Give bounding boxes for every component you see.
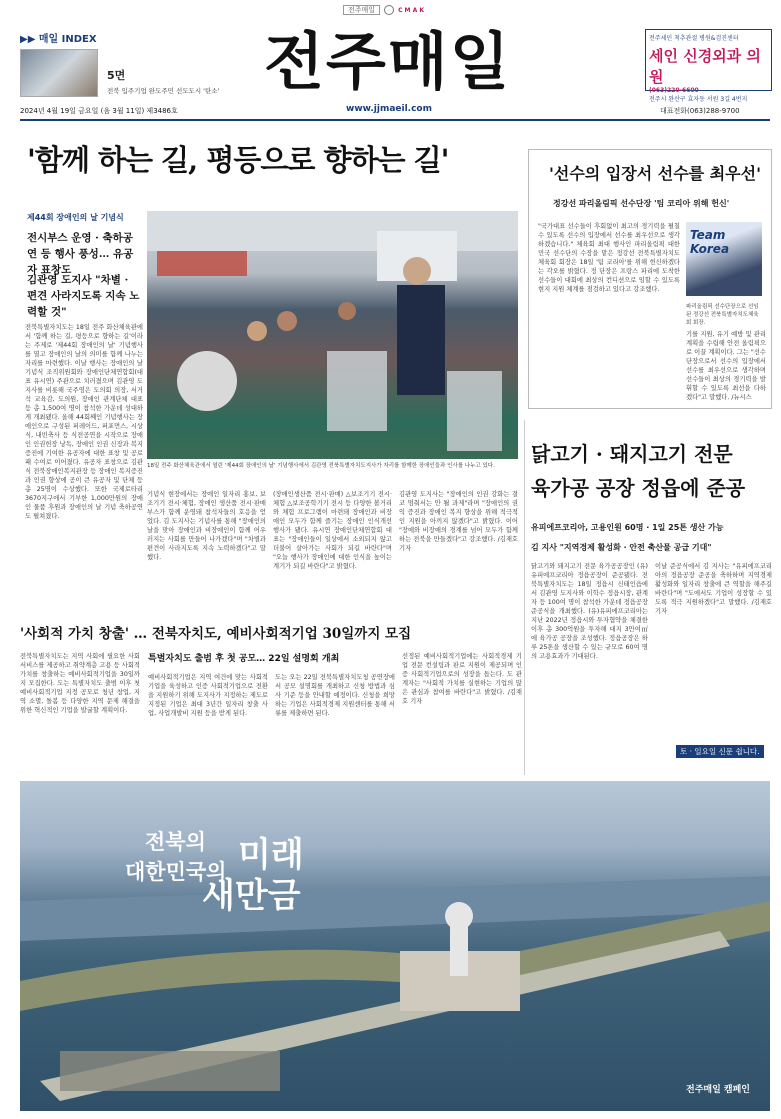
meat-body-2: 이날 준공식에서 김 지사는 "유피에프코리아의 정읍공장 준공을 축하하며 지역경제 활성화와 일자리 창출에 큰 역할을 해주길 바란다"며 "도에서도 기업이 성장할 수 있도록 적극 지원하겠다"고 말했다. /김재호 기자 — [655, 563, 772, 615]
social-body-4: 선정된 예비사회적기업에는 사회적경제 기업 전문 컨설팅과 판로 지원이 제공되며 인증 사회적기업으로의 성장을 돕는다. 도 관계자는 "사회적 가치를 실현하는 기업의 많은 관심과 참여를 바란다"고 밝혔다. /김재호 기자 — [402, 653, 522, 705]
meat-headline-2: 육가공 공장 정읍에 준공 — [531, 476, 746, 500]
social-body-3: 도는 오는 22일 전북특별자치도청 공연장에서 공모 설명회를 개최하고 신청 방법과 심사 기준 등을 안내할 예정이다. 신청을 희망하는 기업은 사회적경제 지원센터를 통해 서류를 제출하면 된다. — [275, 674, 395, 717]
banner-text-2: 대한민국의 — [125, 859, 227, 884]
index-thumbnail[interactable] — [20, 49, 98, 97]
index-label: ▶▶ 매일 INDEX — [20, 34, 97, 45]
lead-photo[interactable] — [147, 211, 518, 459]
ad-clinic-name: 세인 신경외과 의원 — [649, 47, 761, 86]
banner-text-1: 전북의 — [145, 829, 206, 854]
holiday-notice: 토 · 일요일 신문 쉽니다. — [676, 745, 764, 758]
side-subhead: 정강선 파리올림픽 선수단장 '팀 코리아 위해 헌신' — [553, 199, 730, 208]
side-headline: '선수의 입장서 선수를 최우선' — [549, 164, 761, 183]
lead-body-3: (장애인생산품 전시·판매) △보조기기 전시·체험 △보조공학기기 전시 등 다양한 볼거리와 체험 프로그램이 마련돼 장애인과 비장애인 모두가 함께 즐기는 장애인 인식개선 행사가 됐다. 유시연 장애인단체연합회 대표는 "장애인들이 일상에서 소외되지 않고 더불어 살아가는 사회가 되길 바란다"며 "오늘 행사가 장애인에 대한 인식을 높이는 계기가 되길 바란다"고 밝혔다. — [273, 491, 392, 570]
side-body-2: 기를 지원, 유기 예방 및 관리 계획을 수립해 안전 올림픽으로 이끌 계획이다. 그는 "선수단장으로서 선수의 입장에서 선수를 최우선으로 생각하며 선수들이 최상의 경기력을 발휘할 수 있도록 최선을 다하겠다"고 말했다. /뉴시스 — [686, 331, 766, 401]
ad-address: 전주시 완산구 효자동 서원 3길 4번지 — [649, 96, 748, 103]
main-phone: 대표전화(063)288-9700 — [660, 107, 740, 115]
banner-text-3: 미래 — [238, 835, 304, 875]
index-page: 5면 — [107, 69, 126, 82]
social-subhead: 특별자치도 출범 후 첫 공모… 22일 설명회 개최 — [148, 654, 340, 664]
index-description: 전북 입주기업 완도주민 선도도시 '탄소' — [107, 87, 220, 95]
reg-label: 전주매일 — [343, 5, 380, 15]
meat-kicker: 유피에프코리아, 고용인원 60명 · 1일 25톤 생산 가능 — [531, 523, 724, 532]
dateline: 2024년 4월 19일 금요일 (음 3월 11일) 제3486호 — [20, 107, 178, 115]
lead-body-1: 전북특별자치도는 18일 전주 화산체육관에서 '함께 하는 길, 평등으로 향하는 길'이라는 주제로 '제44회 장애인의 날' 기념행사를 열고 장애인의 날의 의미를 함께 나누는 자리를 마련했다. 이날 행사는 장애인의 날 기념식 조직위원회와 장애인단체연합회(대표 유시연) 주관으로 치러졌으며 김관영 도지사를 비롯해 국주영은 도의회 의장, 서거석 교육감, 도의원, 장애인 관계단체 대표 등 총 1,500여 명이 참석한 가운데 성대하게 개최됐다. 올해 44회째인 기념행사는 장애인으로 구성된 퍼레이드, 퍼포먼스, 시상식, 내빈축사 등 식전공연을 시작으로 장애인 인권헌장 낭독, 장애인 인권 신장과 복지증진에 기여한 유공자에 대한 표창 및 공로패 수여로 이어졌다. 유공자 표창으로 김관식 전북장애인복지관장 등 장애인 복지증진과 인권 향상에 공이 큰 유공자 및 단체 등 총 25명이 수상했다. 또한 국제로타리3670지구에서 기부한 1,000만원의 장애인 물품 후원과 장애인의 날 기념 축하공연도 펼쳐졌다. — [25, 324, 143, 520]
lead-body-2: 기념식 현장에서는 장애인 일자리 홍보, 보조기기 전시·체험, 장애인 생산품 전시·판매 부스가 함께 운영돼 참석자들의 호응을 얻었다. 김 도지사는 기념사를 통해 "장애인의 날을 맞아 장애인과 비장애인이 함께 어우러지는 사회를 만들어 나가겠다"며 "차별과 편견이 사라지도록 지속 노력하겠다"고 말했다. — [147, 491, 266, 561]
meat-headline-1: 닭고기 · 돼지고기 전문 — [531, 442, 733, 466]
side-body: "국가대표 선수들이 후회없이 최고의 경기력을 펼칠 수 있도록 선수의 입장에서 선수를 최우선으로 생각하겠습니다." 체육회 최대 행사인 파리올림픽 대한민국 선수단의 수장을 맡은 정강선 전북특별자치도체육회 회장은 18일 '팀 코리아'를 위해 헌신하겠다는 각오를 밝혔다. 정 단장은 프랑스 파리에 도착한 선수들이 대회에 최상의 컨디션으로 임할 수 있도록 현지 지원 체계를 점검하고 있다고 강조했다. — [538, 223, 680, 293]
lead-kicker: 제44회 장애인의 날 기념식 — [27, 213, 124, 222]
social-body-1: 전북특별자치도는 지역 사회에 필요한 사회서비스를 제공하고 취약계층 고용 등 사회적 가치를 창출하는 예비사회적기업을 30일까지 모집한다. 도는 특별자치도 출범 이후 첫 예비사회적기업 지정 공모로 청년 창업, 지역 소멸, 돌봄 등 다양한 지역 문제 해결을 위한 혁신적인 기업을 발굴할 계획이다. — [20, 653, 140, 714]
lead-photo-caption: 18일 전주 화산체육관에서 열린 '제44회 장애인의 날' 기념행사에서 김관영 전북특별자치도지사가 자리를 함께한 장애인들과 인사를 나누고 있다. — [147, 463, 495, 469]
social-headline: '사회적 가치 창출' … 전북자치도, 예비사회적기업 30일까지 모집 — [20, 626, 412, 642]
campaign-label: 전주매일 캠페인 — [686, 1085, 750, 1095]
header-rule — [20, 119, 770, 121]
meat-body-1: 닭고기와 돼지고기 전문 육가공공장인 (유)유피에프코리아 정읍공장이 준공됐다. 전북특별자치도는 18일 정읍시 신태인읍에서 김관영 도지사와 이학수 정읍시장, 관계자 등 100여 명이 참석한 가운데 정읍공장 준공식을 개최했다. (유)유피에프코리아는 지난 2022년 정읍시와 투자협약을 체결한 이후 총 300억원을 투자해 대지 3만여㎡에 육가공 공장을 조성했다. 정읍공장은 하루 25톤을 생산할 수 있는 규모로 60여 명의 고용효과가 기대된다. — [531, 563, 648, 660]
team-korea-label: Team Korea — [690, 228, 730, 256]
advertisement[interactable] — [645, 29, 772, 103]
website-link[interactable]: www.jjmaeil.com — [346, 104, 432, 114]
lead-subhead-2: 김관영 도지사 "차별 · 편견 사라지도록 지속 노력할 것" — [27, 274, 140, 318]
ad-tagline: 전주세인 척추관절 병원&검진센터 — [649, 35, 739, 42]
cmyk-label: C M A K — [398, 6, 424, 14]
side-photo-caption: 파리올림픽 선수단장으로 선임된 정강선 전북특별자치도체육회 회장. — [686, 304, 759, 326]
social-body-2: 예비사회적기업은 지역 여건에 맞는 사회적기업을 육성하고 인증 사회적기업으로 전환을 지원하기 위해 도지사가 지정하는 제도로 지정된 기업은 최대 3년간 일자리 창출 사업, 사업개발비 지원 등을 받게 된다. — [148, 674, 268, 717]
banner-graphic — [20, 781, 770, 1111]
meat-kicker-2: 김 지사 "지역경제 활성화 · 안전 축산물 공급 기대" — [531, 543, 712, 552]
lead-subhead-1: 전시부스 운영 · 축하공연 등 행사 풍성… 유공자 표창도 — [27, 232, 134, 276]
ad-phone: (063)220-6600 — [649, 87, 699, 94]
column-divider — [524, 420, 525, 775]
lead-body-4: 김관영 도지사는 "장애인의 인권 강화는 결코 멈춰서는 안 될 과제"라며 "장애인의 권익 증진과 장애인 복지 향상을 위해 적극적인 지원을 아끼지 않겠다"고 밝혔다. 이어 "장애와 비장애의 경계를 넘어 모두가 함께하는 전북을 만들겠다"고 강조했다. /김재호 기자 — [399, 491, 518, 552]
masthead-title: 전주매일 — [264, 25, 512, 98]
lead-photo-graphic — [147, 211, 518, 459]
saemangeum-banner[interactable] — [20, 781, 770, 1111]
lead-headline: '함께 하는 길, 평등으로 향하는 길' — [27, 143, 449, 177]
side-photo[interactable] — [686, 222, 762, 296]
registration-mark — [343, 4, 437, 16]
banner-text-4: 새만금 — [202, 876, 301, 916]
crosshair-icon — [384, 5, 394, 15]
